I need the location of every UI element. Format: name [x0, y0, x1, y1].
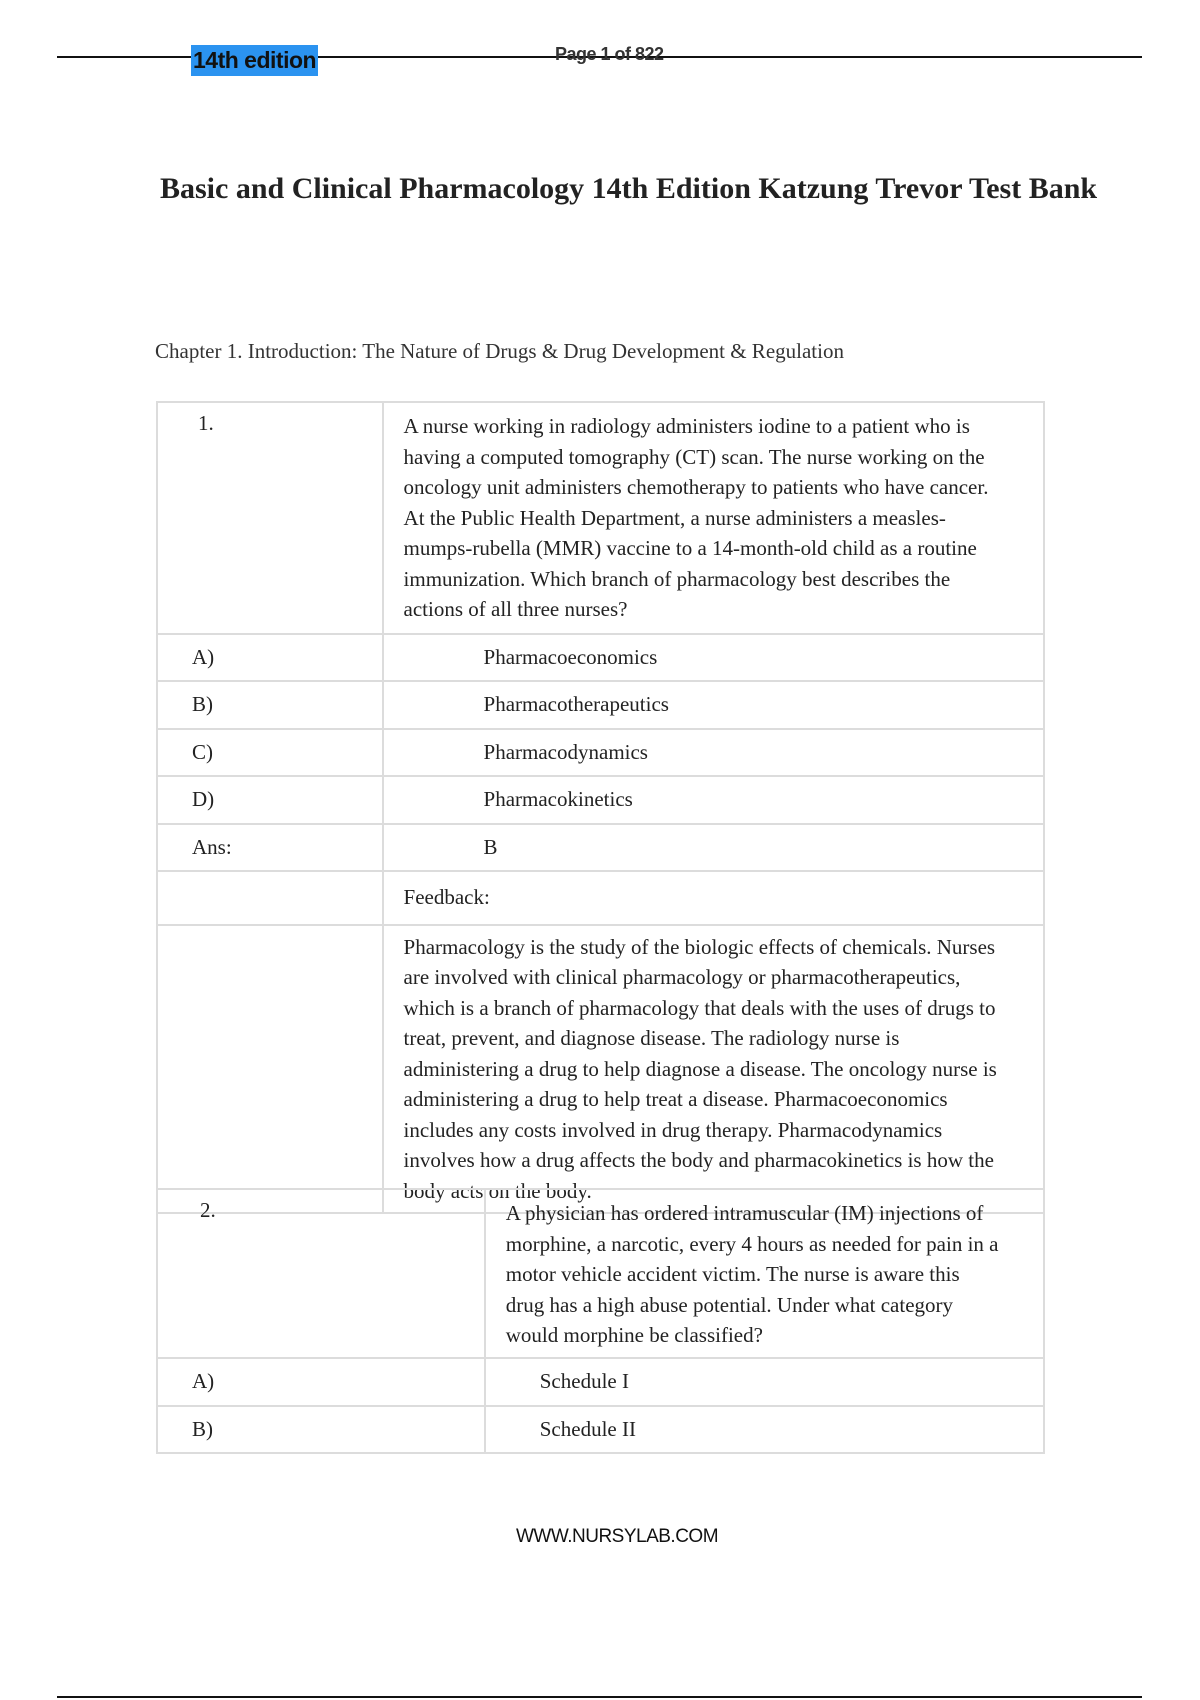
option-text: Pharmacodynamics	[383, 729, 1044, 776]
option-row	[157, 1358, 1044, 1406]
option-letter: B)	[157, 681, 383, 729]
option-text: Pharmacotherapeutics	[383, 681, 1044, 729]
answer-value: B	[383, 824, 1044, 871]
option-text: Pharmacokinetics	[383, 776, 1044, 824]
option-letter: D)	[157, 776, 383, 824]
option-row	[157, 1406, 1044, 1453]
option-text: Pharmacoeconomics	[383, 634, 1044, 681]
answer-label: Ans:	[157, 824, 383, 871]
document-title: Basic and Clinical Pharmacology 14th Edition Katzung Trevor Test Bank	[160, 172, 1098, 205]
question-1-table	[156, 401, 1045, 1214]
footer-website: WWW.NURSYLAB.COM	[515, 1526, 719, 1547]
option-letter: A)	[157, 1358, 485, 1406]
option-letter: A)	[157, 634, 383, 681]
option-text: Schedule I	[485, 1358, 1044, 1406]
answer-row	[157, 824, 1044, 871]
option-letter: B)	[157, 1406, 485, 1453]
question-number: 2.	[157, 1189, 485, 1358]
question-number: 1.	[157, 402, 383, 634]
question-2-table	[156, 1188, 1045, 1454]
page-indicator: Page 1 of 822	[555, 44, 664, 64]
question-text: A physician has ordered intramuscular (IM) injections of morphine, a narcotic, every 4 hours as needed for pain in a motor vehicle accident victim. The nurse is aware this drug has a high abuse potential. Under what category would morphine be classified?	[485, 1189, 1044, 1358]
feedback-text: Pharmacology is the study of the biologic effects of chemicals. Nurses are involved with clinical pharmacology or pharmacotherapeutics, which is a branch of pharmacology that deals with the uses of drugs to treat, prevent, and diagnose disease. The radiology nurse is administering a drug to help diagnose a disease. The oncology nurse is administering a drug to help treat a disease. Pharmacoeconomics includes any costs involved in drug therapy. Pharmacodynamics involves how a drug affects the body and pharmacokinetics is how the body acts on the body.	[383, 925, 1044, 1214]
feedback-label-row	[157, 871, 1044, 925]
question-row	[157, 1189, 1044, 1358]
feedback-label: Feedback:	[383, 871, 1044, 925]
chapter-heading: Chapter 1. Introduction: The Nature of Drugs & Drug Development & Regulation	[155, 339, 844, 363]
edition-highlight: 14th edition	[191, 45, 318, 76]
feedback-row	[157, 925, 1044, 1214]
option-row	[157, 634, 1044, 681]
question-text: A nurse working in radiology administers iodine to a patient who is having a computed tomography (CT) scan. The nurse working on the oncology unit administers chemotherapy to patients who have cancer. At the Public Health Department, a nurse administers a measles-mumps-rubella (MMR) vaccine to a 14-month-old child as a routine immunization. Which branch of pharmacology best describes the actions of all three nurses?	[383, 402, 1044, 634]
option-letter: C)	[157, 729, 383, 776]
option-row	[157, 776, 1044, 824]
option-row	[157, 729, 1044, 776]
option-text: Schedule II	[485, 1406, 1044, 1453]
question-row	[157, 402, 1044, 634]
footer-rule	[57, 1696, 1142, 1698]
option-row	[157, 681, 1044, 729]
